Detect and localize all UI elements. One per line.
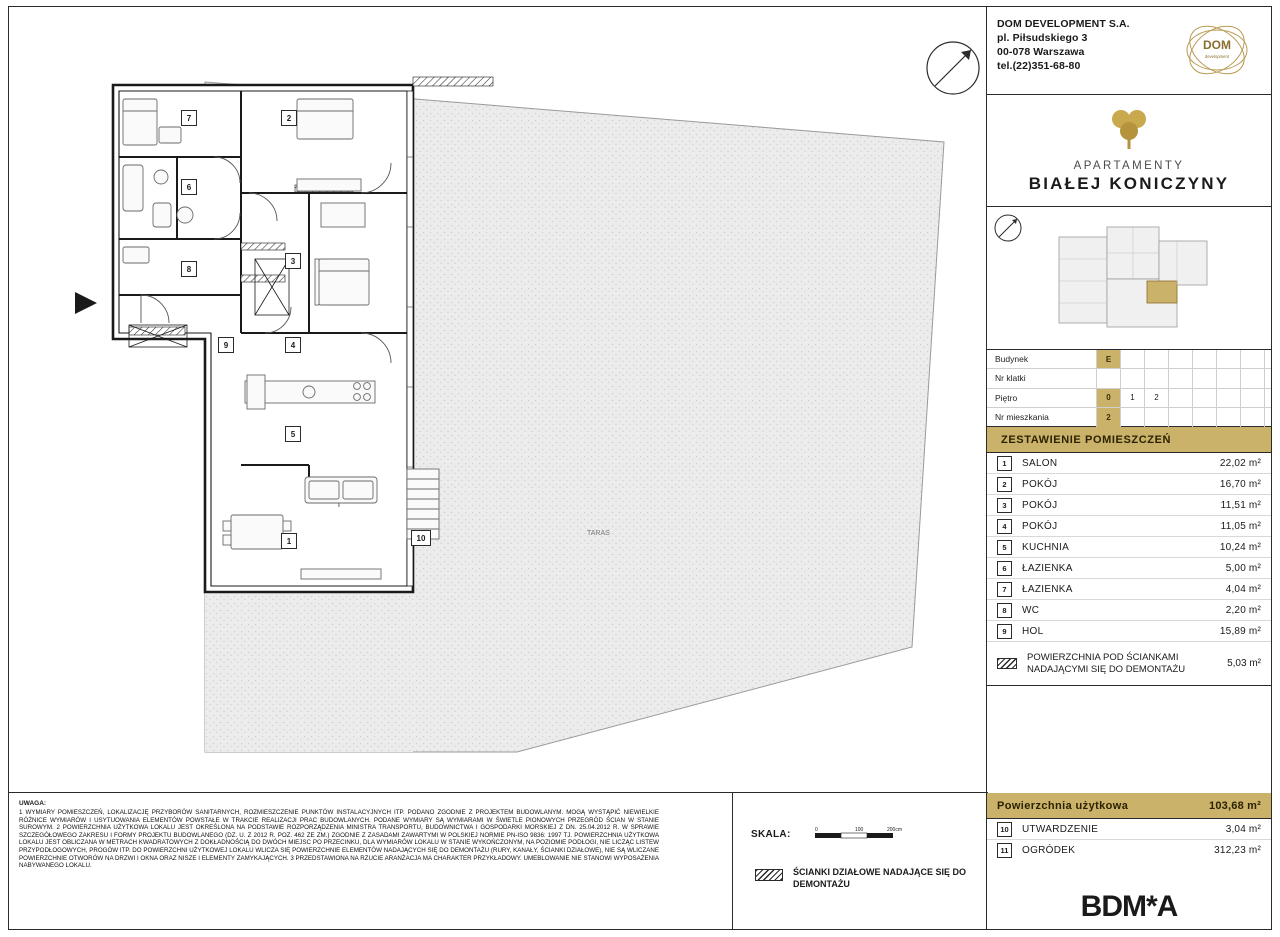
room-name: SALON (1022, 457, 1058, 469)
notes-block (9, 792, 732, 929)
brand-line-2: BIAŁEJ KONICZYNY (1028, 174, 1230, 193)
room-number: 3 (997, 498, 1012, 513)
meta-label-floor: Piętro (987, 389, 1097, 407)
meta-cell (1121, 408, 1145, 427)
svg-text:200cm: 200cm (887, 827, 903, 833)
schedule-title: ZESTAWIENIE POMIESZCZEŃ (1001, 433, 1172, 446)
meta-label-building: Budynek (987, 350, 1097, 368)
svg-text:DOM: DOM (1203, 38, 1231, 52)
floor-plan-svg (9, 7, 988, 793)
totals-panel (986, 793, 1271, 930)
drawing-sheet (8, 6, 1272, 930)
key-compass-icon (993, 213, 1023, 243)
room-name: KUCHNIA (1022, 541, 1070, 553)
room-number: 2 (997, 477, 1012, 492)
meta-label-staircase: Nr klatki (987, 369, 1097, 387)
table-row (987, 558, 1271, 579)
notes-title: UWAGA: (19, 800, 47, 807)
room-number: 1 (997, 456, 1012, 471)
legend-hatch-label: ŚCIANKI DZIAŁOWE NADAJĄCE SIĘ DO DEMONTAŻU (793, 867, 967, 889)
key-plan-block (987, 207, 1271, 350)
demolition-area-label: POWIERZCHNIA POD ŚCIANKAMI NADAJĄCYMI SIĘ DO DEMONTAŻU (1027, 652, 1186, 675)
hatch-swatch-icon (997, 658, 1017, 669)
meta-cell (1241, 408, 1265, 427)
scale-bar (815, 826, 923, 842)
room-area: 5,00 m² (1225, 562, 1261, 574)
room-tag-2: 2 (281, 110, 297, 126)
meta-cell (1169, 369, 1193, 387)
usable-area-row (987, 793, 1271, 819)
svg-text:100: 100 (855, 827, 864, 833)
studio-logo: BDM*A (1080, 890, 1178, 923)
room-area: 16,70 m² (1219, 478, 1261, 490)
table-row (987, 453, 1271, 474)
dom-development-logo (1171, 19, 1263, 81)
meta-cell (1193, 369, 1217, 387)
meta-row-floor (987, 389, 1271, 408)
room-tag-9: 9 (218, 337, 234, 353)
svg-text:0: 0 (815, 827, 818, 833)
room-area: 312,23 m² (1214, 845, 1261, 856)
meta-cell (1121, 350, 1145, 368)
room-number: 10 (997, 822, 1012, 837)
room-name: POKÓJ (1022, 499, 1058, 511)
meta-cell (1217, 389, 1241, 407)
room-area: 2,20 m² (1225, 604, 1261, 616)
meta-cell (1193, 408, 1217, 427)
table-row (987, 474, 1271, 495)
room-tag-10: 10 (411, 530, 431, 546)
meta-cell (1169, 408, 1193, 427)
developer-details (997, 17, 1130, 73)
table-row (987, 579, 1271, 600)
meta-cell (1241, 389, 1265, 407)
room-number: 5 (997, 540, 1012, 555)
room-number: 4 (997, 519, 1012, 534)
room-area: 22,02 m² (1219, 457, 1261, 469)
room-area: 11,05 m² (1220, 520, 1261, 532)
room-area: 10,24 m² (1219, 541, 1261, 553)
room-tag-7: 7 (181, 110, 197, 126)
schedule-header (987, 427, 1271, 453)
room-name: UTWARDZENIE (1022, 823, 1099, 835)
room-name: HOL (1022, 625, 1044, 637)
demolition-area-value: 5,03 m² (1227, 658, 1261, 669)
room-number: 11 (997, 843, 1012, 858)
room-name: ŁAZIENKA (1022, 562, 1073, 574)
meta-cell (1193, 389, 1217, 407)
room-tag-4: 4 (285, 337, 301, 353)
svg-text:development: development (1205, 54, 1229, 59)
table-row (987, 516, 1271, 537)
meta-cell: E (1097, 350, 1121, 368)
unit-meta-table (987, 350, 1271, 427)
scale-label: SKALA: (751, 829, 791, 840)
meta-cell (1217, 408, 1241, 427)
usable-area-label: Powierzchnia użytkowa (997, 799, 1129, 812)
meta-cell: 0 (1097, 389, 1121, 407)
room-tag-3: 3 (285, 253, 301, 269)
room-tag-6: 6 (181, 179, 197, 195)
developer-address-1: pl. Piłsudskiego 3 (997, 32, 1088, 44)
table-row (987, 819, 1271, 840)
notes-body: 1 WYMIARY POMIESZCZEŃ, LOKALIZACJĘ PRZYBORÓW SANITARNYCH, ROZMIESZCZENIE PUNKTÓW INSTALACYJNYCH ITP. PODANO ZGODNIE Z PROJEKTEM BUDOWLANYM. MOGĄ WYSTĄPIĆ NIEWIELKIE RÓŻNICE WYMIARÓW I USYTUOWANIA ELEMENTÓW POWSTAŁE W TRAKCIE REALIZACJI PRAC BUDOWLANYCH. PODANE WYMIARY SĄ WYMIARAMI W ŚWIETLE PIONOWYCH PRZEGRÓD ŚCIAN W STANIE SUROWYM. 2 POWIERZCHNIA UŻYTKOWA LOKALU JEST OKREŚLONA NA PODSTAWIE ROZPORZĄDZENIA MINISTRA TRANSPORTU, BUDOWNICTWA I GOSPODARKI MORSKIEJ Z DN. 25.04.2012 R. W SPRAWIE SZCZEGÓŁOWEGO ZAKRESU I FORMY PROJEKTU BUDOWLANEGO (DZ. U. Z 2012 R. POZ. 462 ZE ZM.) ZGODNIE Z ZASADAMI ZAWARTYMI W POLSKIEJ NORMIE PN-ISO 9836: 1997 TJ. POWIERZCHNIA UŻYTKOWA LOKALU JEST OBLICZANA W METRACH KWADRATOWYCH Z DOKŁADNOŚCIĄ DO DWÓCH MIEJSC PO PRZECINKU, DLA WYMIARÓW LOKALU W STANIE WYKOŃCZONYM, NA POZIOMIE PODŁOGI, NIE LICZĄC LISTEW PRZYPODŁOGOWYCH, PROGÓW ITP. DO POWIERZCHNI UŻYTKOWEJ LOKALU WLICZA SIĘ POWIERZCHNIE ELEMENTÓW NADAJĄCYCH SIĘ DO DEMONTAŻU (RURY, KANAŁY, ŚCIANKI DZIAŁOWE), NIE SĄ WLICZANE POWIERZCHNIE OTWORÓW NA DRZWI I OKNA ORAZ NISZE I ELEMENTY ZAMYKAJĄCYCH. 3 PRZEDSTAWIONA NA RZUCIE ARANŻACJA MA CHARAKTER PRZYKŁADOWY. UMEBLOWANIE NIE STANOWI WYPOSAŻENIA NABYWANEGO LOKALU. (19, 809, 659, 870)
meta-cell (1217, 369, 1241, 387)
meta-cell (1241, 350, 1265, 368)
meta-cell: 2 (1097, 408, 1121, 427)
room-number: 8 (997, 603, 1012, 618)
usable-area-value: 103,68 m² (1209, 799, 1261, 812)
meta-cell (1169, 350, 1193, 368)
room-area: 11,51 m² (1220, 499, 1261, 511)
table-row (987, 600, 1271, 621)
room-name: POKÓJ (1022, 478, 1058, 490)
meta-row-apartment (987, 408, 1271, 427)
meta-cell (1241, 369, 1265, 387)
room-area: 4,04 m² (1225, 583, 1261, 595)
clover-tree-icon (1098, 103, 1160, 153)
meta-cell: 2 (1145, 389, 1169, 407)
compass-icon (924, 39, 982, 97)
meta-row-building (987, 350, 1271, 369)
room-schedule-list (987, 453, 1271, 686)
terrace-label: TARAS (587, 530, 610, 537)
developer-phone: tel.(22)351-68-80 (997, 60, 1081, 72)
meta-label-apartment: Nr mieszkania (987, 408, 1097, 427)
meta-cell (1121, 369, 1145, 387)
meta-cell: 1 (1121, 389, 1145, 407)
room-number: 7 (997, 582, 1012, 597)
room-name: POKÓJ (1022, 520, 1058, 532)
room-area: 15,89 m² (1219, 625, 1261, 637)
table-row (987, 621, 1271, 642)
meta-cell (1097, 369, 1121, 387)
info-panel (986, 7, 1271, 793)
meta-cell (1145, 408, 1169, 427)
meta-cell (1217, 350, 1241, 368)
developer-company: DOM DEVELOPMENT S.A. (997, 18, 1130, 30)
room-area: 3,04 m² (1225, 823, 1261, 835)
brand-line-1: APARTAMENTY (1073, 160, 1185, 172)
room-tag-1: 1 (281, 533, 297, 549)
room-tag-8: 8 (181, 261, 197, 277)
legend-hatch-icon (755, 869, 783, 881)
room-name: ŁAZIENKA (1022, 583, 1073, 595)
meta-cell (1145, 350, 1169, 368)
meta-cell (1169, 389, 1193, 407)
demolition-area-row (987, 642, 1271, 686)
key-plan-image (1047, 219, 1222, 339)
developer-block (987, 7, 1271, 95)
table-row (987, 495, 1271, 516)
scale-legend-block (732, 792, 988, 929)
meta-cell (1193, 350, 1217, 368)
meta-cell (1145, 369, 1169, 387)
table-row (987, 840, 1271, 861)
developer-address-2: 00-078 Warszawa (997, 46, 1085, 58)
room-name: OGRÓDEK (1022, 845, 1076, 856)
room-number: 9 (997, 624, 1012, 639)
table-row (987, 537, 1271, 558)
project-brand-block (987, 95, 1271, 207)
room-tag-5: 5 (285, 426, 301, 442)
meta-row-staircase (987, 369, 1271, 388)
floor-plan-drawing (9, 7, 988, 793)
room-name: WC (1022, 604, 1040, 616)
room-number: 6 (997, 561, 1012, 576)
